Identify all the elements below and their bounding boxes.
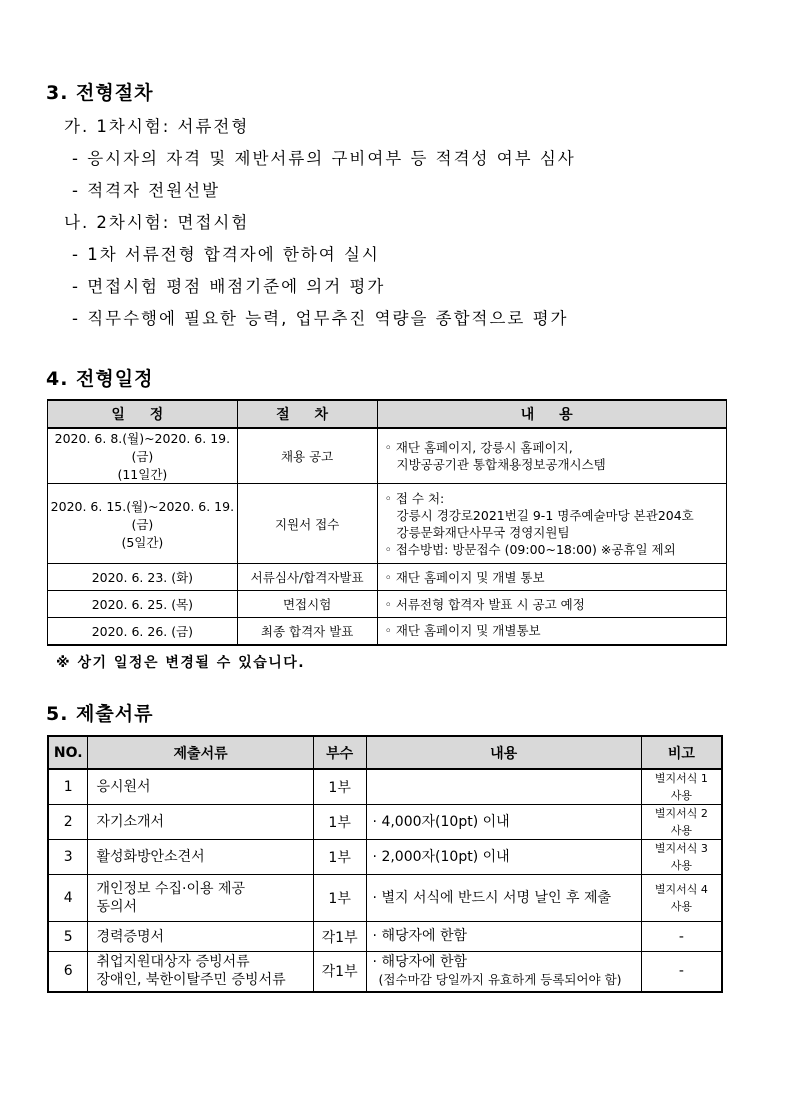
section3-line: - 직무수행에 필요한 능력, 업무추진 역량을 종합적으로 평가 <box>72 309 569 328</box>
doc-remark: 별지서식 2 사용 <box>641 805 722 840</box>
schedule-table <box>47 399 727 646</box>
doc-desc: · 별지 서식에 반드시 서명 날인 후 제출 <box>366 875 641 922</box>
table-row <box>48 805 722 840</box>
schedule-content: ◦ 접 수 처: 강릉시 경강로2021번길 9-1 명주예술마당 본관204호 강릉문화재단사무국 경영지원팀 ◦ 접수방법: 방문접수 (09:00~18:00) ※공휴일 제외 <box>377 484 727 564</box>
doc-no: 4 <box>48 875 88 922</box>
doc-remark: - <box>641 952 722 992</box>
doc-desc: · 해당자에 한함 <box>366 922 641 952</box>
doc-desc <box>366 769 641 805</box>
schedule-date: 2020. 6. 23. (화) <box>48 564 238 591</box>
column-header: NO. <box>48 736 88 769</box>
table-row <box>48 952 722 992</box>
doc-copies: 1부 <box>313 875 366 922</box>
schedule-note: ※ 상기 일정은 변경될 수 있습니다. <box>56 655 306 671</box>
table-row <box>48 428 727 484</box>
doc-name: 활성화방안소견서 <box>88 840 313 875</box>
doc-name: 자기소개서 <box>88 805 313 840</box>
schedule-content: ◦ 서류전형 합격자 발표 시 공고 예정 <box>377 591 727 618</box>
doc-no: 1 <box>48 769 88 805</box>
doc-name: 취업지원대상자 증빙서류 장애인, 북한이탈주민 증빙서류 <box>88 952 313 992</box>
table-row <box>48 564 727 591</box>
table-row <box>48 922 722 952</box>
section3-line: - 응시자의 자격 및 제반서류의 구비여부 등 적격성 여부 심사 <box>72 149 576 168</box>
doc-no: 6 <box>48 952 88 992</box>
schedule-procedure: 최종 합격자 발표 <box>237 618 377 645</box>
table-row <box>48 484 727 564</box>
schedule-date: 2020. 6. 26. (금) <box>48 618 238 645</box>
doc-copies: 각1부 <box>313 922 366 952</box>
schedule-date: 2020. 6. 15.(월)~2020. 6. 19.(금) (5일간) <box>48 484 238 564</box>
doc-copies: 1부 <box>313 805 366 840</box>
doc-remark: 별지서식 1 사용 <box>641 769 722 805</box>
section4-title: 4. 전형일정 <box>46 368 154 390</box>
doc-remark: 별지서식 4 사용 <box>641 875 722 922</box>
documents-table <box>47 735 723 993</box>
doc-copies: 각1부 <box>313 952 366 992</box>
section3-line: 나. 2차시험: 면접시험 <box>64 213 250 232</box>
doc-name: 응시원서 <box>88 769 313 805</box>
table-row <box>48 875 722 922</box>
doc-remark: - <box>641 922 722 952</box>
table-header-row <box>48 736 722 769</box>
table-row <box>48 618 727 645</box>
section3-line: - 적격자 전원선발 <box>72 181 221 200</box>
doc-desc: · 2,000자(10pt) 이내 <box>366 840 641 875</box>
schedule-content: ◦ 재단 홈페이지, 강릉시 홈페이지, 지방공공기관 통합채용정보공개시스템 <box>377 428 727 484</box>
table-row <box>48 591 727 618</box>
table-header-row <box>48 400 727 428</box>
doc-no: 5 <box>48 922 88 952</box>
schedule-date: 2020. 6. 8.(월)~2020. 6. 19.(금) (11일간) <box>48 428 238 484</box>
section3-line: 가. 1차시험: 서류전형 <box>64 117 250 136</box>
column-header: 일 정 <box>48 400 238 428</box>
schedule-content: ◦ 재단 홈페이지 및 개별 통보 <box>377 564 727 591</box>
column-header: 비고 <box>641 736 722 769</box>
doc-copies: 1부 <box>313 840 366 875</box>
column-header: 절 차 <box>237 400 377 428</box>
doc-desc: · 해당자에 한함 (접수마감 당일까지 유효하게 등록되어야 함) <box>366 952 641 992</box>
doc-desc: · 4,000자(10pt) 이내 <box>366 805 641 840</box>
section3-line: - 1차 서류전형 합격자에 한하여 실시 <box>72 245 380 264</box>
section3-line: - 면접시험 평점 배점기준에 의거 평가 <box>72 277 386 296</box>
doc-remark: 별지서식 3 사용 <box>641 840 722 875</box>
schedule-procedure: 채용 공고 <box>237 428 377 484</box>
section5-title: 5. 제출서류 <box>46 703 154 725</box>
doc-name: 경력증명서 <box>88 922 313 952</box>
schedule-procedure: 지원서 접수 <box>237 484 377 564</box>
doc-name: 개인정보 수집·이용 제공 동의서 <box>88 875 313 922</box>
column-header: 내 용 <box>377 400 727 428</box>
column-header: 부수 <box>313 736 366 769</box>
section3-title: 3. 전형절차 <box>46 82 154 104</box>
doc-no: 2 <box>48 805 88 840</box>
column-header: 제출서류 <box>88 736 313 769</box>
doc-no: 3 <box>48 840 88 875</box>
schedule-procedure: 면접시험 <box>237 591 377 618</box>
table-row <box>48 769 722 805</box>
doc-copies: 1부 <box>313 769 366 805</box>
schedule-date: 2020. 6. 25. (목) <box>48 591 238 618</box>
schedule-procedure: 서류심사/합격자발표 <box>237 564 377 591</box>
column-header: 내용 <box>366 736 641 769</box>
table-row <box>48 840 722 875</box>
schedule-content: ◦ 재단 홈페이지 및 개별통보 <box>377 618 727 645</box>
